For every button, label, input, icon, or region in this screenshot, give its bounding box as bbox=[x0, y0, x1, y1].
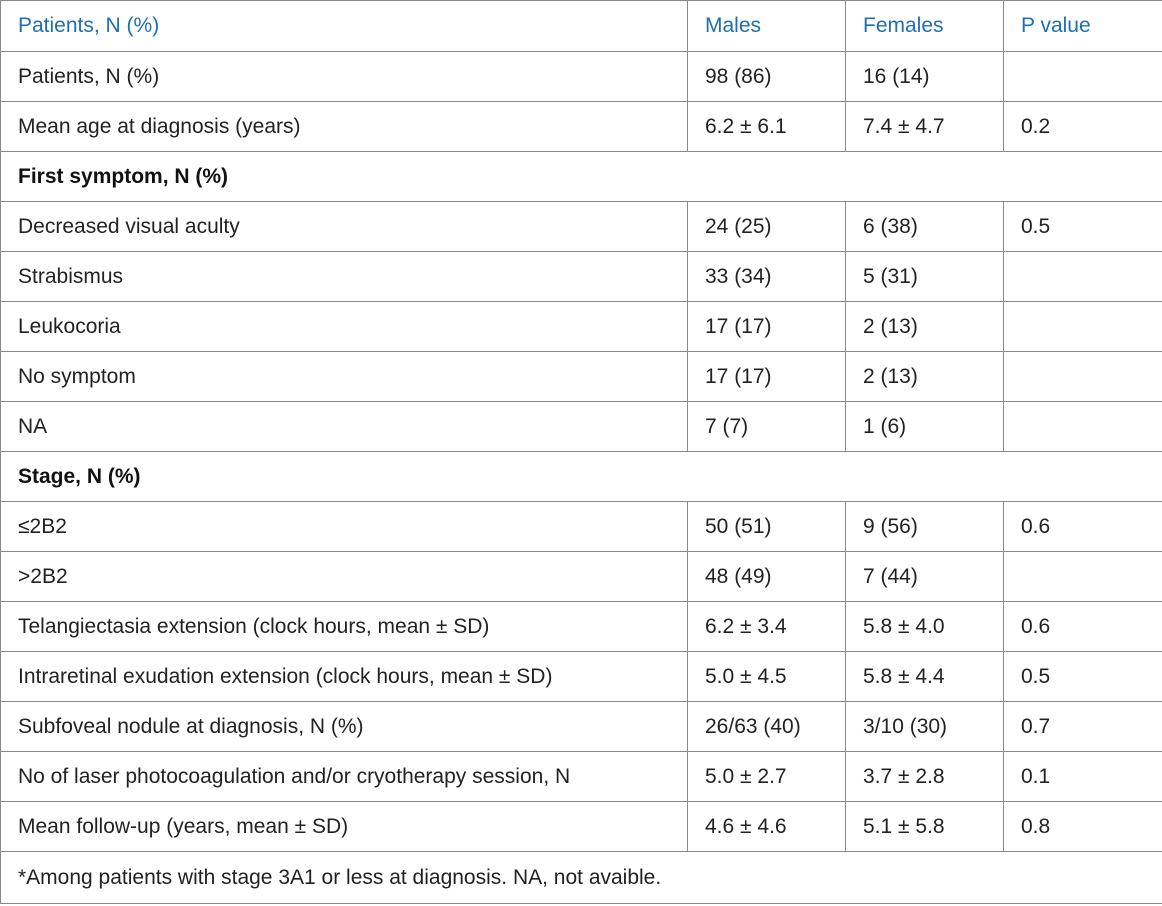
section-heading: Stage, N (%) bbox=[1, 452, 1162, 502]
males-value: 33 (34) bbox=[688, 252, 846, 302]
females-value: 9 (56) bbox=[846, 502, 1004, 552]
table-header bbox=[1, 1, 1162, 52]
p-value: 0.7 bbox=[1004, 702, 1162, 752]
males-value: 26/63 (40) bbox=[688, 702, 846, 752]
males-value: 7 (7) bbox=[688, 402, 846, 452]
table-row bbox=[1, 52, 1162, 102]
males-value: 5.0 ± 4.5 bbox=[688, 652, 846, 702]
row-label: No symptom bbox=[1, 352, 688, 402]
females-value: 7 (44) bbox=[846, 552, 1004, 602]
footnote-row bbox=[1, 852, 1162, 904]
row-label: >2B2 bbox=[1, 552, 688, 602]
table-row bbox=[1, 302, 1162, 352]
females-value: 2 (13) bbox=[846, 352, 1004, 402]
table-footnote: *Among patients with stage 3A1 or less at diagnosis. NA, not avaible. bbox=[1, 852, 1162, 904]
females-value: 5 (31) bbox=[846, 252, 1004, 302]
table-row bbox=[1, 252, 1162, 302]
row-label: Decreased visual aculty bbox=[1, 202, 688, 252]
row-label: No of laser photocoagulation and/or cryotherapy session, N bbox=[1, 752, 688, 802]
header-males: Males bbox=[688, 1, 846, 52]
row-label: Subfoveal nodule at diagnosis, N (%) bbox=[1, 702, 688, 752]
males-value: 50 (51) bbox=[688, 502, 846, 552]
row-label: Intraretinal exudation extension (clock hours, mean ± SD) bbox=[1, 652, 688, 702]
females-value: 6 (38) bbox=[846, 202, 1004, 252]
females-value: 7.4 ± 4.7 bbox=[846, 102, 1004, 152]
table-body bbox=[1, 52, 1162, 904]
females-value: 3/10 (30) bbox=[846, 702, 1004, 752]
row-label: NA bbox=[1, 402, 688, 452]
header-p-value: P value bbox=[1004, 1, 1162, 52]
row-label: Mean age at diagnosis (years) bbox=[1, 102, 688, 152]
males-value: 5.0 ± 2.7 bbox=[688, 752, 846, 802]
row-label: Strabismus bbox=[1, 252, 688, 302]
table-row bbox=[1, 352, 1162, 402]
males-value: 48 (49) bbox=[688, 552, 846, 602]
females-value: 3.7 ± 2.8 bbox=[846, 752, 1004, 802]
males-value: 17 (17) bbox=[688, 352, 846, 402]
p-value: 0.6 bbox=[1004, 602, 1162, 652]
header-patients: Patients, N (%) bbox=[1, 1, 688, 52]
p-value bbox=[1004, 302, 1162, 352]
row-label: ≤2B2 bbox=[1, 502, 688, 552]
table-row bbox=[1, 202, 1162, 252]
males-value: 24 (25) bbox=[688, 202, 846, 252]
table-row bbox=[1, 652, 1162, 702]
row-label: Leukocoria bbox=[1, 302, 688, 352]
table-row bbox=[1, 602, 1162, 652]
header-row bbox=[1, 1, 1162, 52]
females-value: 5.8 ± 4.4 bbox=[846, 652, 1004, 702]
females-value: 5.8 ± 4.0 bbox=[846, 602, 1004, 652]
row-label: Telangiectasia extension (clock hours, mean ± SD) bbox=[1, 602, 688, 652]
section-heading: First symptom, N (%) bbox=[1, 152, 1162, 202]
table-row bbox=[1, 702, 1162, 752]
row-label: Mean follow-up (years, mean ± SD) bbox=[1, 802, 688, 852]
table-row bbox=[1, 102, 1162, 152]
table-row bbox=[1, 752, 1162, 802]
p-value bbox=[1004, 52, 1162, 102]
males-value: 4.6 ± 4.6 bbox=[688, 802, 846, 852]
p-value bbox=[1004, 252, 1162, 302]
females-value: 1 (6) bbox=[846, 402, 1004, 452]
females-value: 5.1 ± 5.8 bbox=[846, 802, 1004, 852]
table-row bbox=[1, 502, 1162, 552]
p-value: 0.8 bbox=[1004, 802, 1162, 852]
males-value: 17 (17) bbox=[688, 302, 846, 352]
section-row-first-symptom bbox=[1, 152, 1162, 202]
table-row bbox=[1, 552, 1162, 602]
males-value: 6.2 ± 3.4 bbox=[688, 602, 846, 652]
males-value: 6.2 ± 6.1 bbox=[688, 102, 846, 152]
p-value bbox=[1004, 402, 1162, 452]
males-value: 98 (86) bbox=[688, 52, 846, 102]
p-value: 0.1 bbox=[1004, 752, 1162, 802]
row-label: Patients, N (%) bbox=[1, 52, 688, 102]
p-value: 0.5 bbox=[1004, 652, 1162, 702]
table-row bbox=[1, 402, 1162, 452]
p-value bbox=[1004, 552, 1162, 602]
section-row-stage bbox=[1, 452, 1162, 502]
p-value: 0.2 bbox=[1004, 102, 1162, 152]
females-value: 2 (13) bbox=[846, 302, 1004, 352]
table-row bbox=[1, 802, 1162, 852]
p-value: 0.6 bbox=[1004, 502, 1162, 552]
females-value: 16 (14) bbox=[846, 52, 1004, 102]
header-females: Females bbox=[846, 1, 1004, 52]
p-value bbox=[1004, 352, 1162, 402]
p-value: 0.5 bbox=[1004, 202, 1162, 252]
